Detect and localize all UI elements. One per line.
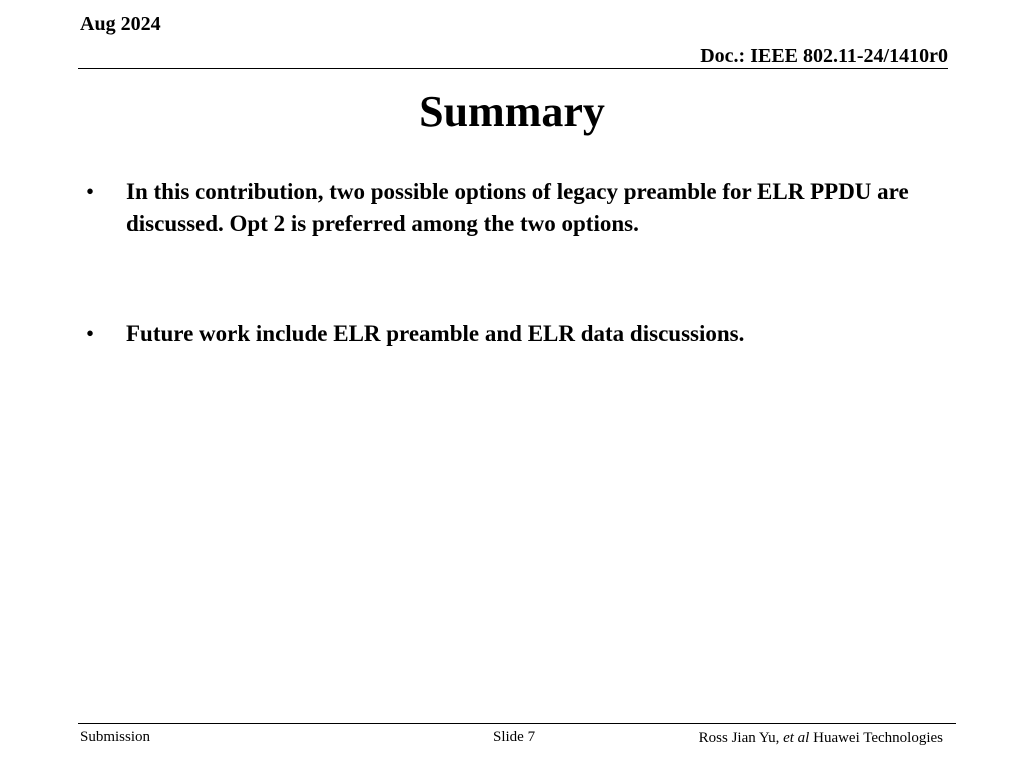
header-date: Aug 2024 (80, 13, 161, 35)
slide-title: Summary (419, 87, 605, 136)
header-doc-id: Doc.: IEEE 802.11-24/1410r0 (700, 45, 948, 67)
footer-slide-number: Slide 7 (493, 729, 536, 745)
bullet-list (80, 176, 920, 350)
footer-author (699, 728, 943, 748)
footer-affiliation: Huawei Technologies (809, 730, 943, 746)
bullet-item (80, 176, 920, 240)
footer-submission: Submission (80, 729, 151, 745)
footer-author-name: Ross Jian Yu, (698, 730, 784, 746)
header-divider (78, 68, 948, 69)
bullet-item (80, 318, 920, 350)
footer-author-etal: et al (783, 730, 810, 746)
bullet-marker: • (86, 321, 95, 346)
footer-divider (78, 723, 956, 724)
bullet-marker: • (86, 179, 95, 204)
bullet-text: In this contribution, two possible options of legacy preamble for ELR PPDU are discussed. Opt 2 is preferred among the two options. (126, 179, 909, 236)
bullet-text: Future work include ELR preamble and ELR data discussions. (126, 321, 745, 346)
